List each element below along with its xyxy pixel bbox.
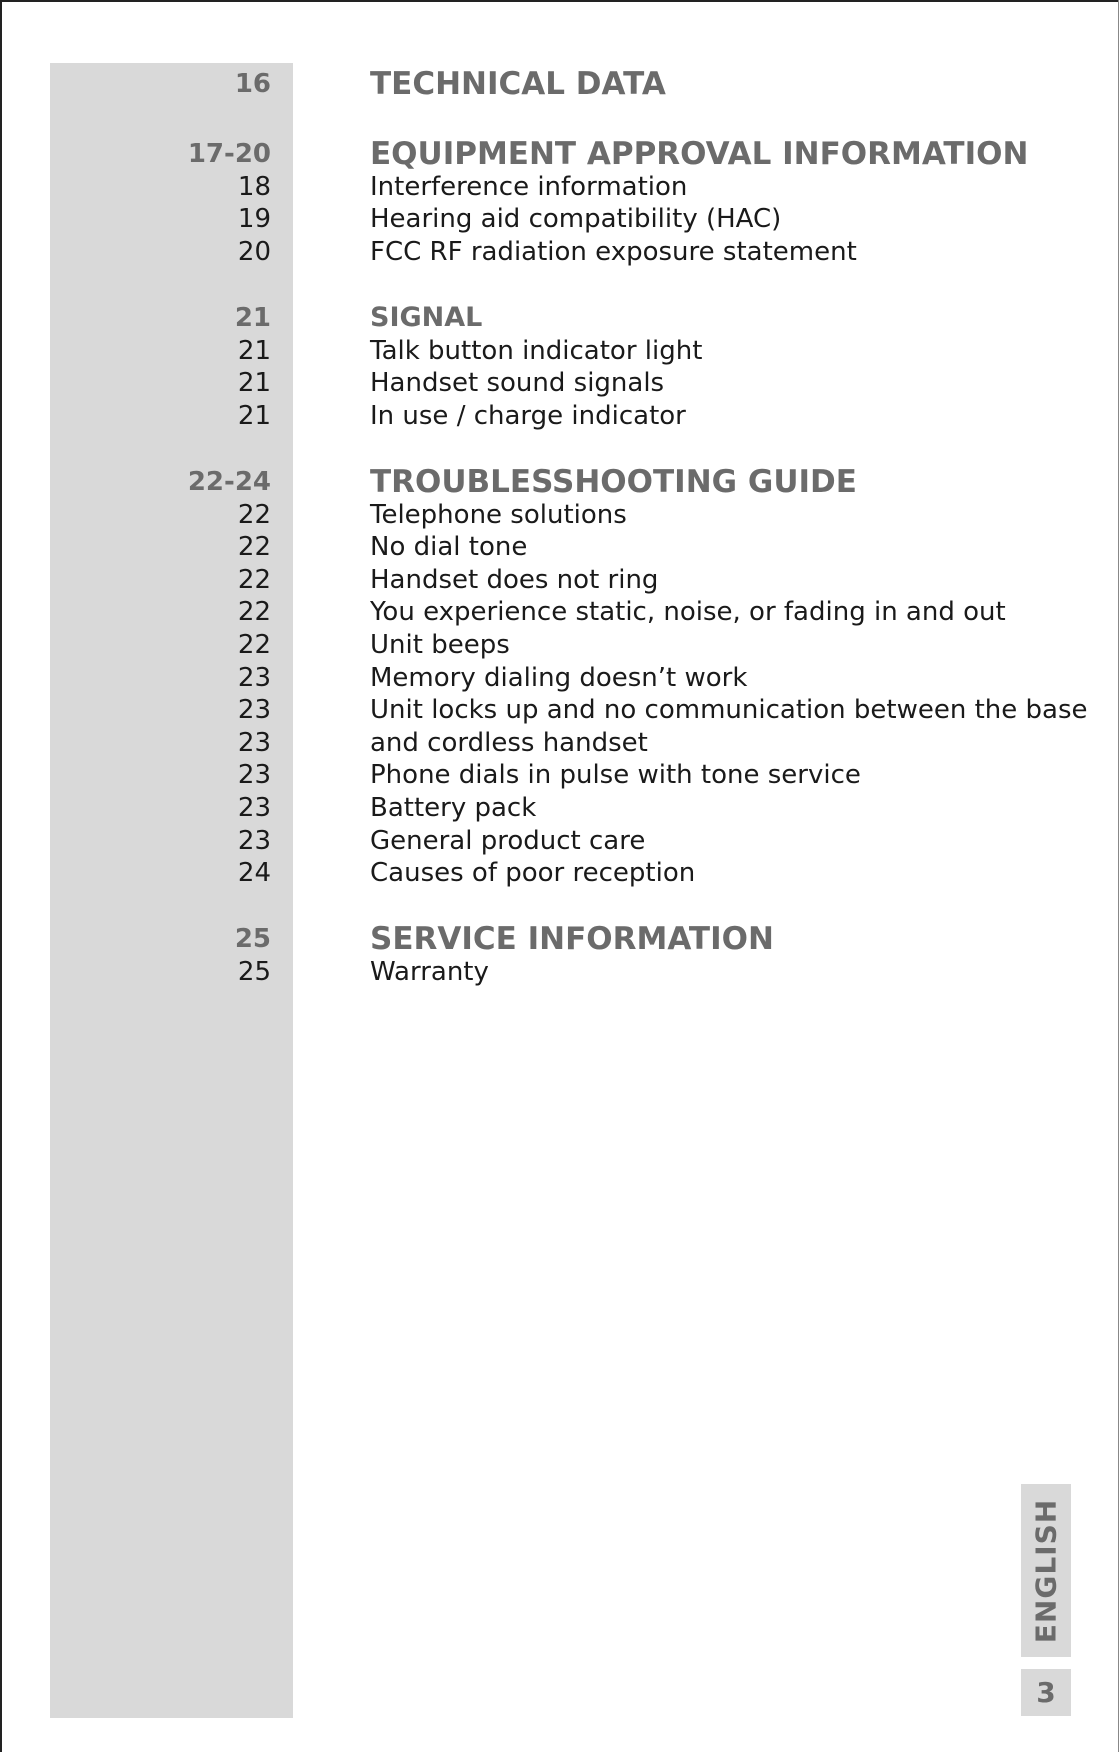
toc-entry: [0, 367, 1119, 400]
entry-page: 19: [237, 204, 271, 235]
section-page-range: 25: [234, 924, 271, 954]
toc-section-service-information: [0, 923, 1119, 988]
entry-text: You experience static, noise, or fading in and out: [370, 597, 1006, 628]
section-title: TECHNICAL DATA: [370, 66, 666, 102]
entry-text: and cordless handset: [370, 727, 648, 758]
entry-page: 23: [237, 760, 271, 791]
toc-entry: [0, 335, 1119, 368]
toc-entry: [0, 596, 1119, 629]
entry-page: 24: [237, 858, 271, 889]
page-border-top: [0, 0, 1119, 2]
entry-text: Battery pack: [370, 792, 537, 823]
toc-section-header: [0, 302, 1119, 335]
entry-page: 23: [237, 695, 271, 726]
entry-page: 23: [237, 727, 271, 758]
entry-text: Interference information: [370, 171, 688, 202]
toc-section-header: [0, 923, 1119, 956]
entry-page: 18: [237, 171, 271, 202]
toc-entry: [0, 629, 1119, 662]
toc-entry: [0, 857, 1119, 890]
toc-entry: [0, 662, 1119, 695]
language-tab: [1021, 1484, 1071, 1657]
toc-section-equipment-approval: [0, 138, 1119, 268]
entry-page: 23: [237, 825, 271, 856]
entry-page: 23: [237, 792, 271, 823]
toc-section-technical-data: [0, 68, 1119, 101]
toc-entry: [0, 171, 1119, 204]
section-title: TROUBLESSHOOTING GUIDE: [370, 464, 857, 500]
toc-entry: [0, 956, 1119, 989]
language-label: ENGLISH: [1029, 1498, 1063, 1643]
entry-text: No dial tone: [370, 532, 528, 563]
entry-text: Hearing aid compatibility (HAC): [370, 204, 782, 235]
toc-entry: [0, 400, 1119, 433]
toc-entry: [0, 727, 1119, 760]
toc-section-troubleshooting: [0, 466, 1119, 890]
entry-text: Phone dials in pulse with tone service: [370, 760, 861, 791]
entry-page: 22: [237, 564, 271, 595]
entry-page: 22: [237, 597, 271, 628]
toc-section-signal: [0, 302, 1119, 432]
entry-page: 22: [237, 532, 271, 563]
entry-page: 25: [237, 956, 271, 987]
toc-entry: [0, 694, 1119, 727]
entry-page: 21: [237, 335, 271, 366]
entry-page: 21: [237, 400, 271, 431]
toc-section-header: [0, 466, 1119, 499]
toc-entry: [0, 203, 1119, 236]
section-page-range: 22-24: [187, 467, 271, 497]
toc-entry: [0, 825, 1119, 858]
section-page-range: 21: [234, 303, 271, 333]
section-page-range: 16: [234, 69, 271, 99]
toc-entry: [0, 236, 1119, 269]
entry-page: 21: [237, 368, 271, 399]
section-title: EQUIPMENT APPROVAL INFORMATION: [370, 136, 1029, 172]
toc-section-header: [0, 68, 1119, 101]
entry-text: General product care: [370, 825, 646, 856]
entry-page: 23: [237, 662, 271, 693]
entry-text: Unit beeps: [370, 629, 510, 660]
toc-entry: [0, 531, 1119, 564]
entry-page: 22: [237, 499, 271, 530]
entry-text: Handset does not ring: [370, 564, 659, 595]
entry-text: Telephone solutions: [370, 499, 627, 530]
entry-text: In use / charge indicator: [370, 400, 686, 431]
toc-entry: [0, 499, 1119, 532]
section-title: SIGNAL: [370, 302, 483, 333]
entry-text: Unit locks up and no communication between the base: [370, 695, 1088, 726]
toc-section-header: [0, 138, 1119, 171]
section-title: SERVICE INFORMATION: [370, 921, 774, 957]
entry-page: 20: [237, 236, 271, 267]
entry-text: Handset sound signals: [370, 368, 665, 399]
entry-page: 22: [237, 629, 271, 660]
entry-text: Talk button indicator light: [370, 335, 703, 366]
entry-text: Causes of poor reception: [370, 858, 696, 889]
toc-entry: [0, 759, 1119, 792]
section-page-range: 17-20: [187, 139, 271, 169]
entry-text: Memory dialing doesn’t work: [370, 662, 748, 693]
toc-entry: [0, 792, 1119, 825]
entry-text: FCC RF radiation exposure statement: [370, 236, 857, 267]
entry-text: Warranty: [370, 956, 489, 987]
page-number: 3: [1021, 1669, 1071, 1716]
toc-entry: [0, 564, 1119, 597]
